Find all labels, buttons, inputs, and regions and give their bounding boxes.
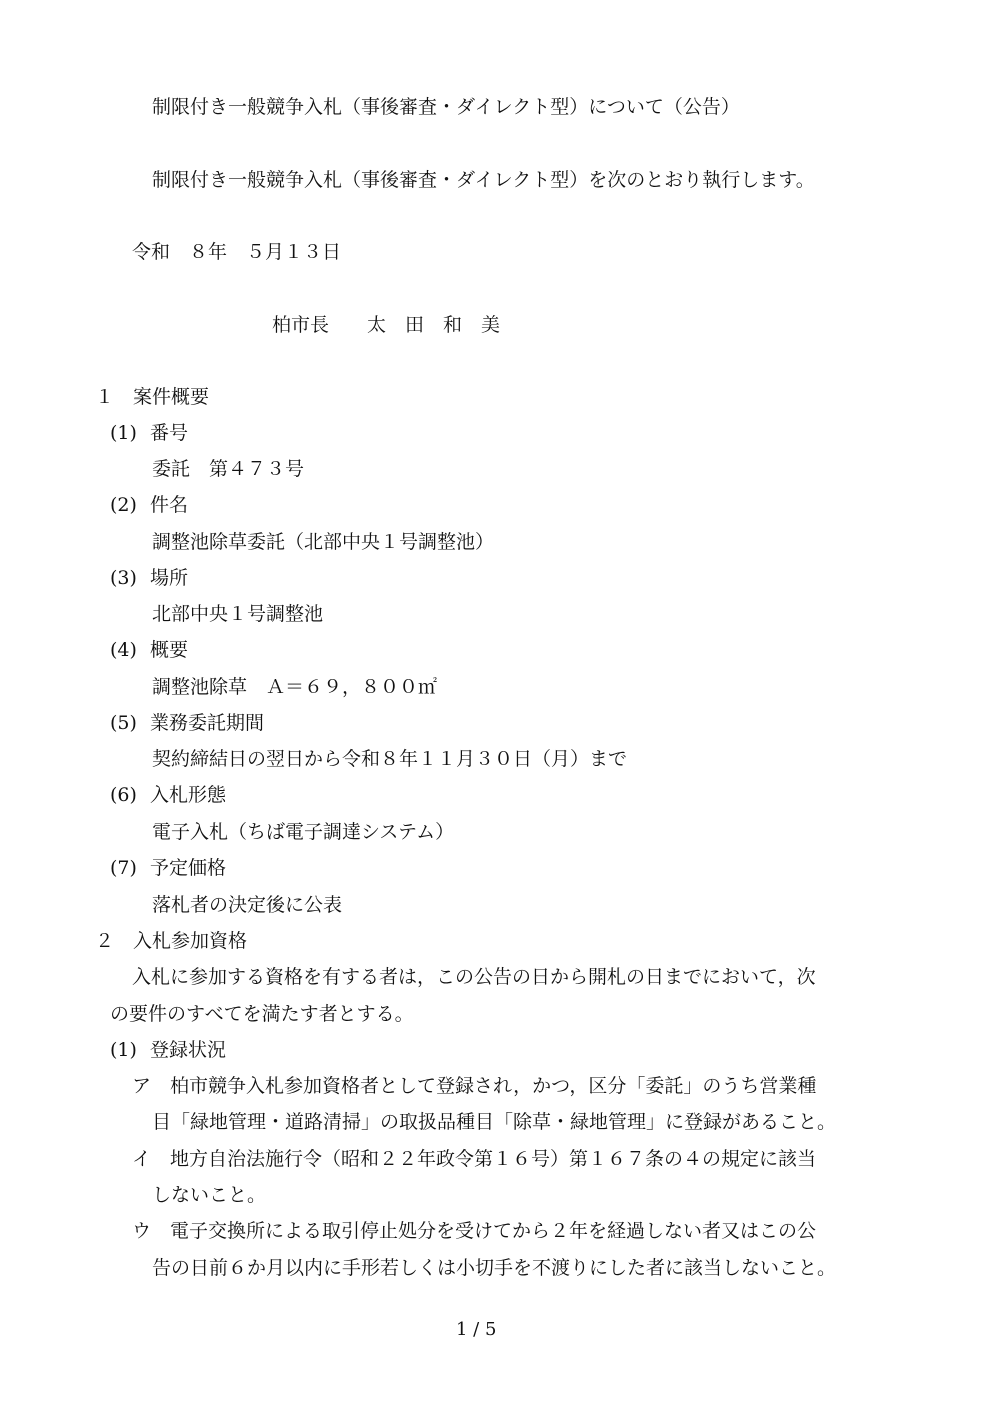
section-1-heading: １ 案件概要 (95, 386, 210, 408)
requirement-i-line-1: イ 地方自治法施行令（昭和２２年政令第１６号）第１６７条の４の規定に該当 (132, 1148, 817, 1170)
item-period-label: (5) 業務委託期間 (110, 712, 265, 734)
item-overview-label: (4) 概要 (110, 639, 189, 661)
requirement-a-line-1: ア 柏市競争入札参加資格者として登録され，かつ，区分「委託」のうち営業種 (132, 1075, 817, 1097)
item-bid-format-value: 電子入札（ちば電子調達システム） (152, 821, 455, 843)
section-2-intro-line-2: の要件のすべてを満たす者とする。 (110, 1003, 414, 1025)
requirement-a-line-2: 目「緑地管理・道路清掃」の取扱品種目「除草・緑地管理」に登録があること。 (152, 1111, 837, 1133)
item-location-value: 北部中央１号調整池 (152, 603, 324, 625)
page-number: 1 / 5 (456, 1319, 497, 1340)
item-name-label: (2) 件名 (110, 494, 189, 516)
item-bid-format-label: (6) 入札形態 (110, 784, 227, 806)
requirement-i-line-2: しないこと。 (152, 1184, 267, 1206)
issuer-name: 柏市長 太 田 和 美 (272, 314, 501, 336)
item-number-value: 委託 第４７３号 (152, 458, 305, 480)
section-2-intro-line-1: 入札に参加する資格を有する者は，この公告の日から開札の日までにおいて，次 (132, 966, 816, 988)
requirement-u-line-2: 告の日前６か月以内に手形若しくは小切手を不渡りにした者に該当しないこと。 (152, 1257, 837, 1279)
document-title: 制限付き一般競争入札（事後審査・ダイレクト型）について（公告） (152, 96, 740, 118)
section-2-heading: ２ 入札参加資格 (95, 930, 248, 952)
announcement-date: 令和 ８年 ５月１３日 (132, 241, 342, 263)
item-name-value: 調整池除草委託（北部中央１号調整池） (152, 531, 495, 553)
intro-statement: 制限付き一般競争入札（事後審査・ダイレクト型）を次のとおり執行します。 (152, 169, 815, 191)
item-overview-value: 調整池除草 Ａ＝６９，８００㎡ (152, 676, 438, 698)
item-estimated-price-label: (7) 予定価格 (110, 857, 227, 879)
item-location-label: (3) 場所 (110, 567, 189, 589)
registration-status-label: (1) 登録状況 (110, 1039, 227, 1061)
item-period-value: 契約締結日の翌日から令和８年１１月３０日（月）まで (152, 748, 628, 770)
item-estimated-price-value: 落札者の決定後に公表 (152, 894, 343, 916)
item-number-label: (1) 番号 (110, 422, 189, 444)
requirement-u-line-1: ウ 電子交換所による取引停止処分を受けてから２年を経過しない者又はこの公 (132, 1220, 817, 1242)
